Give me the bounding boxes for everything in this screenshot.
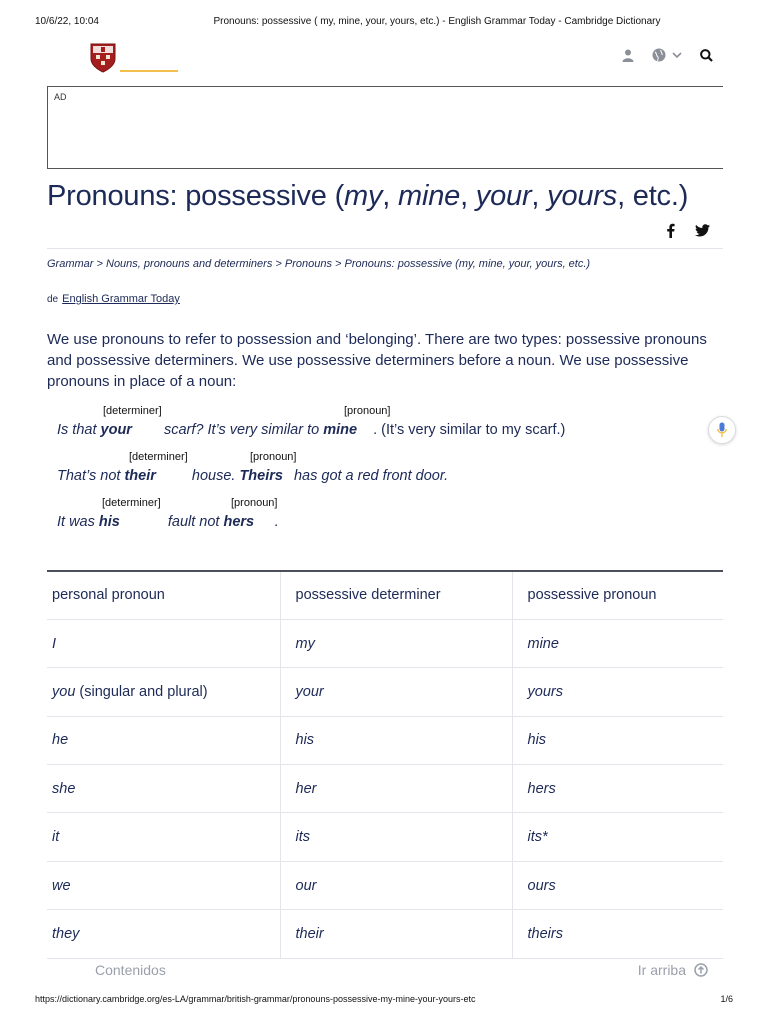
column-header: possessive pronoun (512, 571, 723, 619)
table-cell: your (280, 668, 512, 716)
example-sentence: Is that your scarf? It’s very similar to mine . (It’s very similar to my scarf.) (57, 422, 566, 438)
share-buttons (666, 223, 710, 238)
contents-link[interactable]: Contenidos (95, 962, 166, 978)
breadcrumb: Grammar > Nouns, pronouns and determiners > Pronouns > Pronouns: possessive (my, mine, your, yours, etc.) (47, 258, 591, 270)
breadcrumb-current: Pronouns: possessive (my, mine, your, yours, etc.) (344, 258, 591, 270)
table-cell: my (280, 619, 512, 667)
example-tag-determiner: [determiner] (103, 405, 162, 417)
table-cell: his (512, 716, 723, 764)
search-icon[interactable] (700, 49, 713, 62)
facebook-icon[interactable] (666, 223, 675, 238)
source-link[interactable]: English Grammar Today (62, 293, 180, 305)
table-cell: yours (512, 668, 723, 716)
breadcrumb-grammar[interactable]: Grammar (47, 258, 94, 270)
table-cell: she (47, 765, 280, 813)
byline-prefix: de (47, 294, 59, 305)
back-to-top-label: Ir arriba (637, 962, 686, 978)
language-selector[interactable] (652, 48, 682, 62)
print-page-title: Pronouns: possessive ( my, mine, your, yours, etc.) - English Grammar Today - Cambridge Dictionary (213, 16, 661, 27)
table-row (47, 668, 723, 716)
intro-paragraph: We use pronouns to refer to possession and ‘belonging’. There are two types: possessive pronouns and possessive determiners. We use possessive determiners before a noun. We use possessive pronouns in place of a noun: (47, 331, 707, 390)
breadcrumb-nouns[interactable]: Nouns, pronouns and determiners (106, 258, 273, 270)
breadcrumb-pronouns[interactable]: Pronouns (284, 258, 332, 270)
example-sentence: That’s not their house. Theirs has got a red front door. (57, 468, 449, 484)
table-cell: its* (512, 813, 723, 861)
chevron-down-icon (672, 52, 682, 58)
table-cell: they (47, 910, 280, 958)
title-divider (47, 248, 723, 249)
ad-label: AD (54, 92, 67, 102)
column-header: personal pronoun (47, 571, 280, 619)
logo-underline (120, 70, 178, 72)
table-cell: we (47, 861, 280, 909)
table-header-row (47, 571, 723, 619)
example-tag-determiner: [determiner] (102, 497, 161, 509)
twitter-icon[interactable] (695, 224, 710, 237)
ad-banner[interactable] (47, 86, 723, 169)
site-header (47, 40, 723, 80)
table-row (47, 619, 723, 667)
column-header: possessive determiner (280, 571, 512, 619)
cambridge-crest-logo[interactable] (90, 43, 116, 73)
example-sentence: It was his fault not hers . (57, 514, 279, 530)
table-cell: it (47, 813, 280, 861)
header-icons (622, 48, 713, 62)
voice-search-button[interactable] (708, 416, 736, 444)
print-header (0, 16, 768, 30)
table-cell: you (singular and plural) (47, 668, 280, 716)
pronoun-table (47, 570, 723, 959)
table-row (47, 716, 723, 764)
example-tag-determiner: [determiner] (129, 451, 188, 463)
example-tag-pronoun: [pronoun] (231, 497, 278, 509)
print-page-number: 1/6 (720, 994, 733, 1004)
arrow-up-circle-icon (694, 963, 708, 977)
print-url: https://dictionary.cambridge.org/es-LA/grammar/british-grammar/pronouns-possessive-my-mine-your-yours-etc (35, 994, 476, 1004)
byline (47, 293, 180, 305)
table-row (47, 813, 723, 861)
print-datetime: 10/6/22, 10:04 (35, 16, 99, 27)
table-row (47, 765, 723, 813)
table-cell: theirs (512, 910, 723, 958)
table-cell: hers (512, 765, 723, 813)
back-to-top-link[interactable] (638, 962, 708, 978)
microphone-icon (717, 422, 727, 438)
table-cell: his (280, 716, 512, 764)
table-cell: he (47, 716, 280, 764)
table-row (47, 910, 723, 958)
user-icon[interactable] (622, 49, 634, 62)
table-cell: mine (512, 619, 723, 667)
globe-icon (652, 48, 666, 62)
table-row (47, 861, 723, 909)
table-cell: our (280, 861, 512, 909)
example-tag-pronoun: [pronoun] (250, 451, 297, 463)
table-cell: her (280, 765, 512, 813)
example-tag-pronoun: [pronoun] (344, 405, 391, 417)
table-cell: I (47, 619, 280, 667)
bottom-nav (0, 962, 768, 982)
table-cell: its (280, 813, 512, 861)
page-title: Pronouns: possessive (my, mine, your, yours, etc.) (47, 180, 689, 212)
table-cell: ours (512, 861, 723, 909)
table-cell: their (280, 910, 512, 958)
